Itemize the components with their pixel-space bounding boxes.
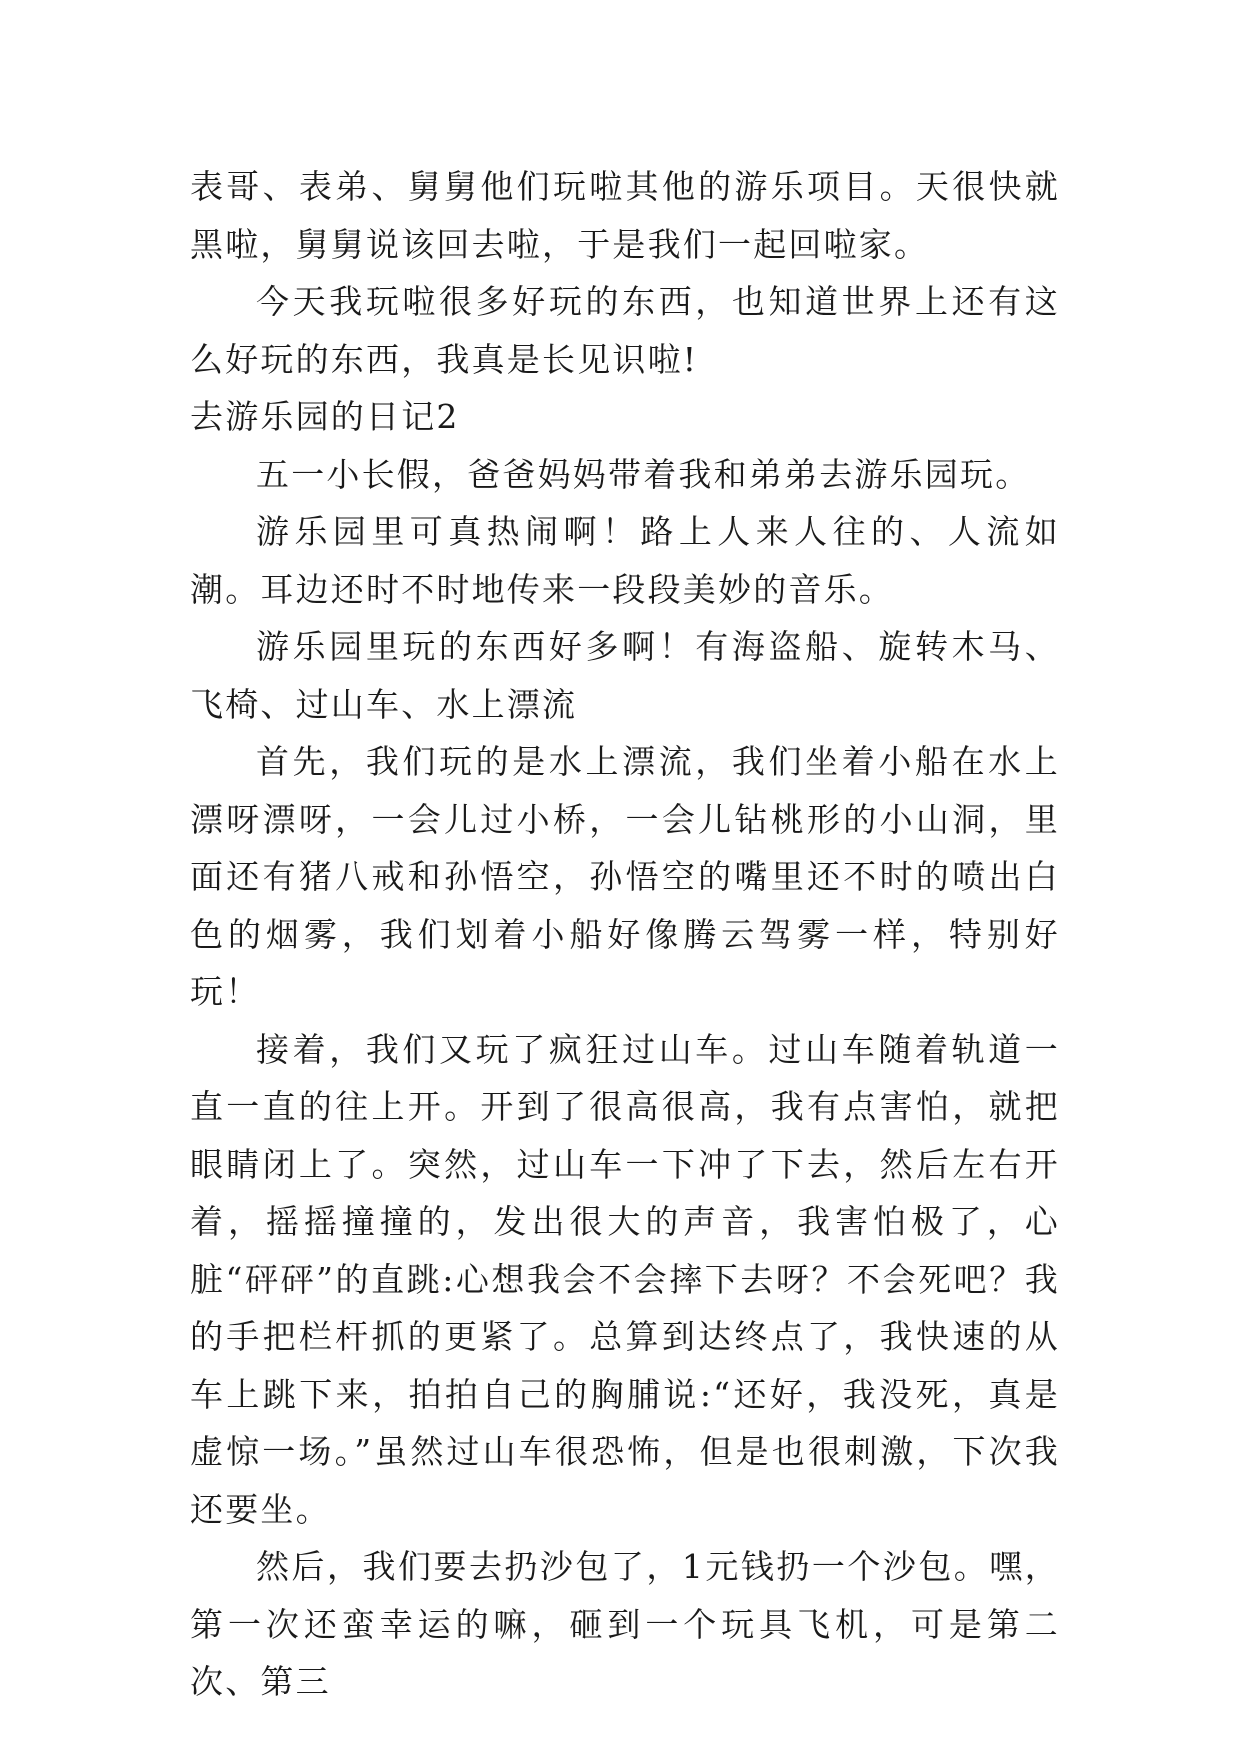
- paragraph: 今天我玩啦很多好玩的东西，也知道世界上还有这么好玩的东西，我真是长见识啦!: [190, 282, 1060, 379]
- paragraph: 然后，我们要去扔沙包了，1元钱扔一个沙包。嘿，第一次还蛮幸运的嘛，砸到一个玩具飞机，可是第二次、第三: [190, 1547, 1060, 1701]
- section-heading: 去游乐园的日记2: [190, 397, 460, 436]
- paragraph: 游乐园里可真热闹啊！路上人来人往的、人流如潮。耳边还时不时地传来一段段美妙的音乐。: [190, 512, 1060, 609]
- paragraph: 表哥、表弟、舅舅他们玩啦其他的游乐项目。天很快就黑啦，舅舅说该回去啦，于是我们一起回啦家。: [190, 167, 1060, 264]
- paragraph: 接着，我们又玩了疯狂过山车。过山车随着轨道一直一直的往上开。开到了很高很高，我有点害怕，就把眼睛闭上了。突然，过山车一下冲了下去，然后左右开着，摇摇撞撞的，发出很大的声音，我害怕极了，心脏“砰砰”的直跳:心想我会不会摔下去呀？不会死吧？我的手把栏杆抓的更紧了。总算到达终点了，我快速的从车上跳下来，拍拍自己的胸脯说:“还好，我没死，真是虚惊一场。”虽然过山车很恐怖，但是也很刺激，下次我还要坐。: [190, 1029, 1060, 1529]
- paragraph: 游乐园里玩的东西好多啊！有海盗船、旋转木马、飞椅、过山车、水上漂流: [190, 627, 1060, 724]
- paragraph: 首先，我们玩的是水上漂流，我们坐着小船在水上漂呀漂呀，一会儿过小桥，一会儿钻桃形的小山洞，里面还有猪八戒和孙悟空，孙悟空的嘴里还不时的喷出白色的烟雾，我们划着小船好像腾云驾雾一样，特别好玩！: [190, 742, 1060, 1011]
- document-body: [190, 158, 1060, 1711]
- paragraph: 五一小长假，爸爸妈妈带着我和弟弟去游乐园玩。: [256, 454, 1031, 494]
